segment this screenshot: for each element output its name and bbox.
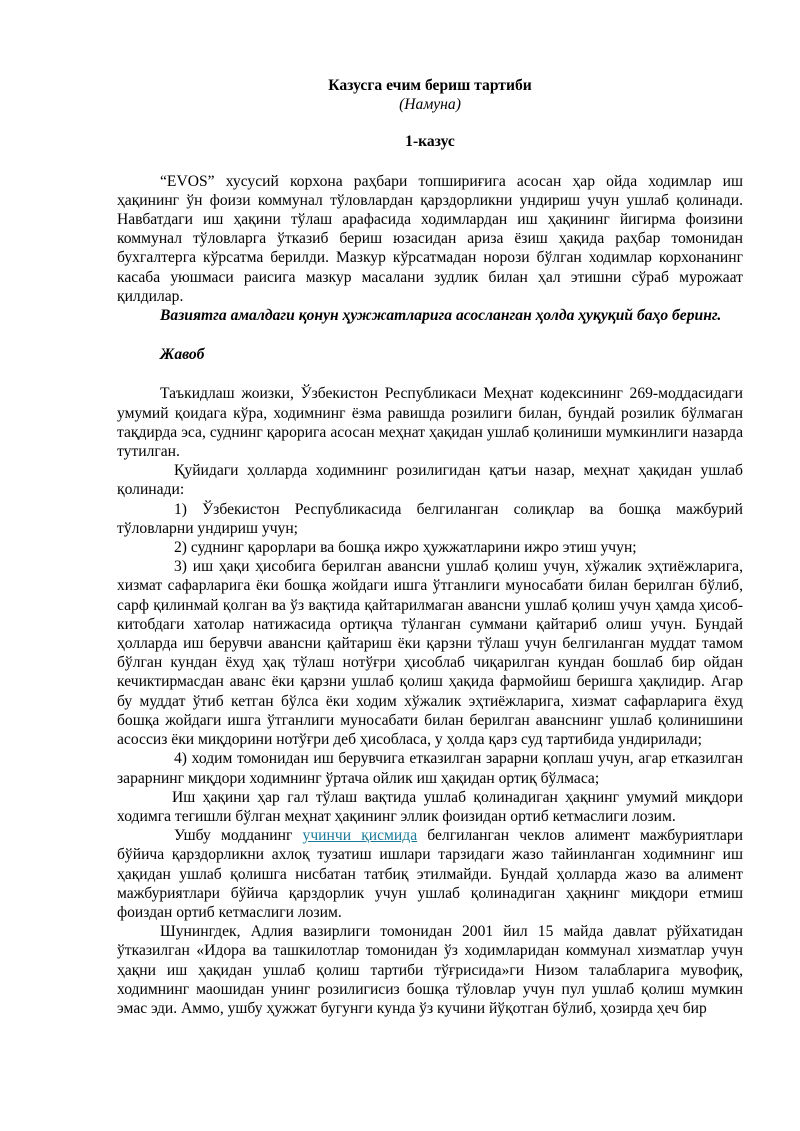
paragraph-4-rest: белгиланган чеклов алимент мажбуриятлари бўйича қарздорликни ахлоқ тузатиш ишлари тарзидаги жазо тайинланган ходимнинг иш ҳақидан ушлаб қолишга нисбатан татбиқ этилмайди. Бундай ҳолларда жазо ва алимент мажбуриятлари бўйича қарздорлик учун ушлаб қолинадиган ҳақнинг миқдори етмиш фоиздан ортиб кетмаслиги лозим. [117,827,743,921]
document-subtitle: (Намуна) [399,96,461,114]
answer-paragraph-5: Шунингдек, Адлия вазирлиги томонидан 2001 йил 15 майда давлат рўйхатидан ўтказилган «Идора ва ташкилотлар томонидан ўз ходимларидан коммунал хизматлар учун ҳақни иш ҳақидан ушлаб қолиш тартиби тўғрисида»ги Низом талабларига мувофиқ, ходимнинг маошидан унинг розилигисиз бошқа тўловлар учун пул ушлаб қолиш мумкин эмас эди. Аммо, ушбу ҳужжат бугунги кунда ўз кучини йўқотган бўлиб, ҳозирда ҳеч бир [117,923,743,1017]
paragraph-4-lead: Ушбу модданинг [174,827,303,845]
document-page [117,76,743,1018]
answer-paragraph-3: Иш ҳақини ҳар гал тўлаш вақтида ушлаб қолинадиган ҳақнинг умумий миқдори ходимга тегишли бўлган меҳнат ҳақининг эллик фоизидан ортиб кетмаслиги лозим. [117,788,743,825]
answer-paragraph-4 [117,826,743,922]
case-text: “EVOS” хусусий корхона раҳбари топшириғига асосан ҳар ойда ходимлар иш ҳақининг ўн фоизи коммунал тўловлардан қарздорликни ундириш учун ушлаб қолинади. Навбатдаги иш ҳақини тўлаш арафасида ходимлардан иш ҳақининг йигирма фоизини коммунал тўловларга ўтказиб бериш юзасидан ариза ёзиш ҳақида раҳбар томонидан бухгалтерга кўрсатма берилди. Мазкур кўрсатмадан норози бўлган ходимлар корхонанинг касаба уюшмаси раисига мазкур масалани зудлик билан ҳал этишни сўраб мурожаат қилдилар. [117,172,743,305]
article-part-link[interactable]: учинчи қисмида [302,827,418,845]
case-number: 1-казус [405,133,455,151]
document-title: Казусга ечим бериш тартиби [328,77,532,94]
list-item-1: 1) Ўзбекистон Республикасида белгиланган солиқлар ва бошқа мажбурий тўловларни ундириш учун; [117,500,743,537]
list-item-3: 3) иш ҳақи ҳисобига берилган авансни ушлаб қолиш учун, хўжалик эҳтиёжларига, хизмат сафарларига ёки бошқа жойдаги ишга ўтганлиги муносабати билан берилган бўлиб, сарф қилинмай қолган ва ўз вақтида қайтарилмаган аванcни ушлаб қолиш учун ҳамда ҳисоб-китобдаги хатолар натижасида ортиқча тўланган суммани қайтариб олиш учун. Бундай ҳолларда иш берувчи авансни қайтариш ёки қарзни тўлаш учун белгиланган муддат тамом бўлган кундан ёхуд ҳақ тўлаш нотўғри ҳисоблаб чиқарилган кундан бошлаб бир ойдан кечиктирмасдан аванс ёки қарзни ушлаб қолиш ҳақида фармойиш беришга ҳақлидир. Агар бу муддат ўтиб кетган бўлса ёки ходим хўжалик эҳтиёжларига, хизмат сафарларига ёхуд бошқа жойдаги ишга ўтганлиги муносабати билан берилган аванснинг ушлаб қолинишини асоссиз ёки миқдорини нотўғри деб ҳисобласа, у ҳолда қарз суд тартибида ундирилади; [117,558,743,749]
answer-paragraph-2: Қуйидаги ҳолларда ходимнинг розилигидан қатъи назар, меҳнат ҳақидан ушлаб қолинади: [117,462,743,499]
list-item-4: 4) ходим томонидан иш берувчига етказилган зарарни қоплаш учун, агар етказилган зарарнинг миқдори ходимнинг ўртача ойлик иш ҳақидан ортиқ бўлмаса; [117,750,743,787]
answer-paragraph-1: Таъкидлаш жоизки, Ўзбекистон Республикаси Меҳнат кодексининг 269-моддасидаги умумий қоидага кўра, ходимнинг ёзма равишда розилиги билан, бундай розилик бўлмаган тақдирда эса, суднинг қарорига асосан меҳнат ҳақидан ушлаб қолиниши мумкинлиги назарда тутилган. [117,385,743,461]
task-text: Вазиятга амалдаги қонун ҳужжатларига асосланган ҳолда ҳуқуқий баҳо беринг. [160,307,722,325]
answer-heading: Жавоб [160,346,205,364]
list-item-2: 2) суднинг қарорлари ва бошқа ижро ҳужжатларини ижро этиш учун; [174,539,637,557]
